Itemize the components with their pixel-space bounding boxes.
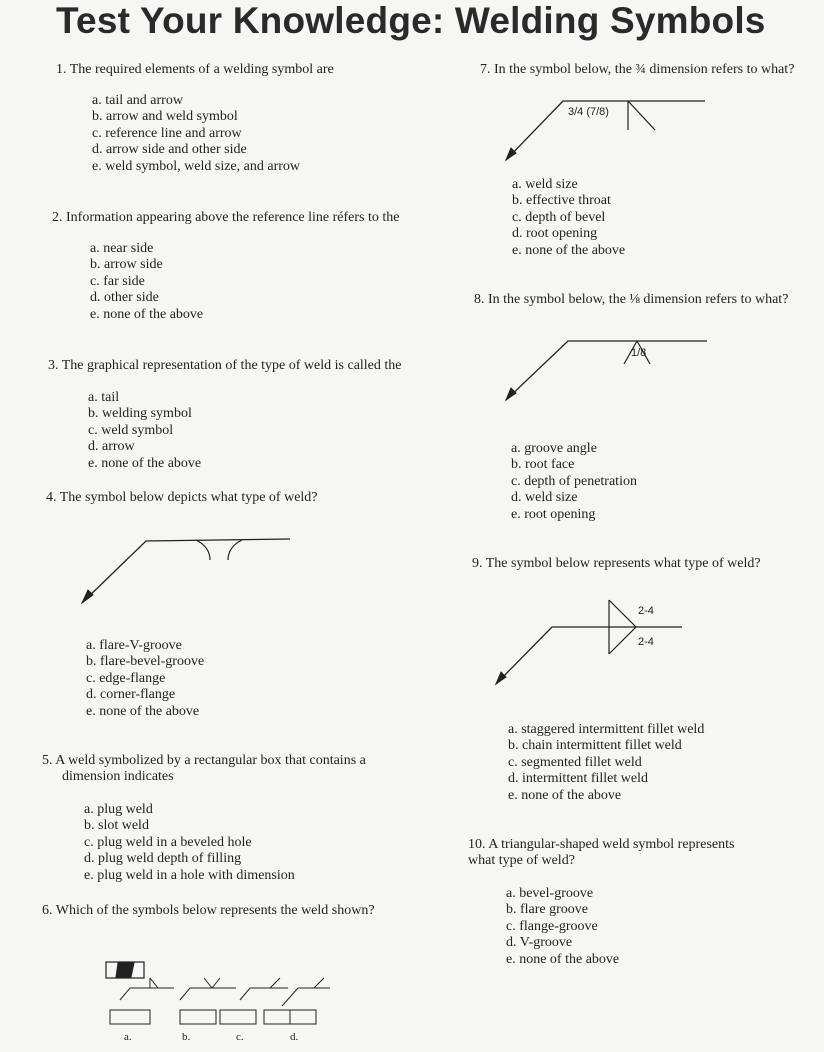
option[interactable]: d. other side: [90, 290, 159, 306]
option[interactable]: e. none of the above: [90, 306, 204, 322]
question-6-text: 6. Which of the symbols below represents the weld shown?: [42, 903, 375, 918]
option[interactable]: d. plug weld depth of filling: [84, 851, 242, 867]
option[interactable]: a. plug weld: [84, 802, 153, 817]
option[interactable]: a. staggered intermittent fillet weld: [508, 722, 705, 737]
option[interactable]: d. V-groove: [506, 935, 573, 951]
question-5-text: 5. A weld symbolized by a rectangular box that contains a: [42, 753, 366, 768]
question-9-options: [508, 722, 704, 804]
question-10-options: [506, 886, 619, 968]
question-10-text: 10. A triangular-shaped weld symbol represents: [468, 837, 735, 852]
arrowhead: [496, 672, 506, 684]
choice-a-label[interactable]: a.: [124, 1031, 132, 1043]
option[interactable]: b. welding symbol: [88, 406, 192, 422]
option[interactable]: d. arrow: [88, 439, 135, 455]
option[interactable]: b. slot weld: [84, 818, 149, 834]
option[interactable]: a. bevel-groove: [506, 886, 594, 901]
option[interactable]: c. flange-groove: [506, 918, 598, 934]
question-5-text-continued: dimension indicates: [62, 769, 174, 784]
question-3-text: 3. The graphical representation of the type of weld is called the: [48, 358, 402, 373]
option[interactable]: c. weld symbol: [88, 422, 174, 438]
option[interactable]: c. far side: [90, 273, 145, 289]
option[interactable]: e. none of the above: [506, 951, 620, 967]
option[interactable]: e. plug weld in a hole with dimension: [84, 867, 295, 883]
option[interactable]: a. weld size: [512, 177, 578, 192]
question-9-text: 9. The symbol below represents what type of weld?: [472, 556, 761, 571]
option[interactable]: d. weld size: [511, 490, 578, 506]
option[interactable]: c. reference line and arrow: [92, 125, 242, 141]
option[interactable]: d. arrow side and other side: [92, 142, 247, 158]
option[interactable]: e. none of the above: [508, 787, 622, 803]
page-title: Test Your Knowledge: Welding Symbols: [56, 0, 766, 41]
option[interactable]: e. weld symbol, weld size, and arrow: [92, 158, 300, 174]
fillet-upper-diagonal: [609, 600, 636, 627]
question-7-text: 7. In the symbol below, the ¾ dimension refers to what?: [480, 62, 795, 77]
option[interactable]: c. depth of bevel: [512, 209, 606, 225]
option[interactable]: b. root face: [511, 457, 575, 473]
dimension-label-top: 2-4: [638, 605, 654, 617]
choice-b-label[interactable]: b.: [182, 1031, 191, 1043]
question-10: [468, 837, 734, 869]
option[interactable]: a. groove angle: [511, 441, 597, 456]
dimension-label-bottom: 2-4: [638, 636, 654, 648]
option[interactable]: e. none of the above: [88, 455, 202, 471]
option[interactable]: e. root opening: [511, 506, 596, 522]
option[interactable]: c. segmented fillet weld: [508, 754, 642, 770]
dimension-label: 1/8: [631, 347, 647, 359]
question-4-text: 4. The symbol below depicts what type of weld?: [46, 490, 318, 505]
choice-d-label[interactable]: d.: [290, 1031, 299, 1043]
option[interactable]: d. corner-flange: [86, 687, 176, 703]
question-1-text: 1. The required elements of a welding symbol are: [56, 62, 334, 77]
option[interactable]: b. arrow side: [90, 257, 163, 273]
option[interactable]: a. flare-V-groove: [86, 638, 182, 653]
option[interactable]: e. none of the above: [86, 703, 200, 719]
option[interactable]: d. root opening: [512, 226, 598, 242]
option[interactable]: e. none of the above: [512, 242, 626, 258]
reference-line: [496, 627, 682, 684]
fillet-lower-diagonal: [609, 627, 636, 654]
dimension-label: 3/4 (7/8): [568, 106, 609, 118]
question-10-text-continued: what type of weld?: [468, 853, 575, 868]
option[interactable]: b. flare groove: [506, 902, 589, 918]
option[interactable]: a. near side: [90, 241, 154, 256]
option[interactable]: b. arrow and weld symbol: [92, 109, 238, 125]
option[interactable]: c. plug weld in a beveled hole: [84, 834, 252, 850]
option[interactable]: b. effective throat: [512, 193, 611, 209]
question-2-text: 2. Information appearing above the reference line réfers to the: [52, 210, 400, 225]
option[interactable]: c. depth of penetration: [511, 473, 637, 489]
option[interactable]: b. flare-bevel-groove: [86, 654, 205, 670]
option[interactable]: d. intermittent fillet weld: [508, 771, 648, 787]
option[interactable]: a. tail: [88, 390, 120, 405]
question-8-text: 8. In the symbol below, the ⅛ dimension refers to what?: [474, 292, 789, 307]
option[interactable]: c. edge-flange: [86, 670, 166, 686]
option[interactable]: b. chain intermittent fillet weld: [508, 738, 682, 754]
choice-c-label[interactable]: c.: [236, 1031, 244, 1043]
option[interactable]: a. tail and arrow: [92, 93, 183, 108]
